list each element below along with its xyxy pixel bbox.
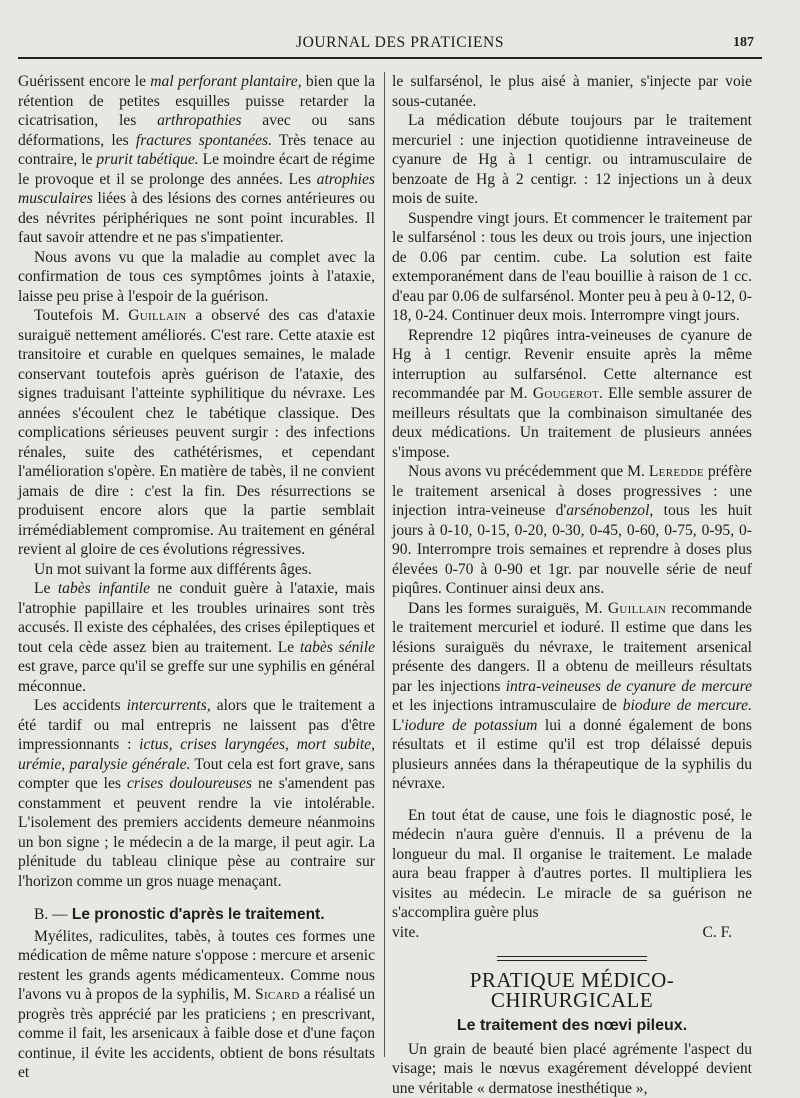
spacer bbox=[392, 794, 752, 806]
article-title: Le traitement des nœvi pileux. bbox=[392, 1016, 752, 1036]
author-name: Gougerot bbox=[533, 385, 599, 402]
author-name: Guillain bbox=[608, 600, 666, 617]
paragraph: Reprendre 12 piqûres intra-veineuses de cyanure de Hg à 1 centigr. Revenir ensuite après la même interruption au sulfarsénol. Cette alternance est recommandée par M. Gougerot. Elle semble assurer de meilleurs résultats que la combinaison simultanée des deux médications. Un traitement de plusieurs années s'impose. bbox=[392, 326, 752, 463]
paragraph: La médication débute toujours par le traitement mercuriel : une injection quotidienne intraveineuse de cyanure de Hg à 1 centigr. ou intramusculaire de benzoate de Hg à 2 centigr. : 12 injections un à deux mois de suite. bbox=[392, 111, 752, 209]
paragraph: Guérissent encore le mal perforant plantaire, bien que la rétention de petites esquilles puisse retarder la cicatrisation, les arthropathies avec ou sans déformations, les fractures spontanées. Très tenace au contraire, le prurit tabétique. Le moindre écart de régime le provoque et il se prolonge des années. Les atrophies musculaires liées à des lésions des cornes antérieures ou des névrites périphériques ne sont point incurables. Il faut savoir attendre et ne pas s'impatienter. bbox=[18, 72, 375, 248]
page-number: 187 bbox=[733, 35, 754, 51]
author-name: Leredde bbox=[649, 463, 704, 480]
paragraph: Les accidents intercurrents, alors que le traitement a été tardif ou mal entrepris ne laissent pas d'être impressionnants : ictus, crises laryngées, mort subite, urémie, paralysie générale. Tout cela est fort grave, sans compter que les crises douloureuses ne s'amendent pas constamment et peuvent rendre la vie intolérable. L'isolement des premiers accidents demeure néanmoins un bon signe ; le médecin a de la marge, il peut agir. La plénitude du tableau clinique pèse au contraire sur l'horizon comme un gros nuage menaçant. bbox=[18, 696, 375, 891]
paragraph: le sulfarsénol, le plus aisé à manier, s'injecte par voie sous-cutanée. bbox=[392, 72, 752, 111]
column-divider bbox=[384, 72, 385, 1057]
paragraph: Myélites, radiculites, tabès, à toutes ces formes une médication de même nature s'oppose : mercure et arsenic restent les grands agents médicamenteux. Comme nous l'avons vu à propos de la syphilis, M. Sicard a réalisé un progrès très apprécié par les praticiens ; en prescrivant, comme il fait, les arsenicaux à faible dose et d'une façon continue, il évite les accidents, obtient de bons résultats et bbox=[18, 927, 375, 1083]
paragraph: Nous avons vu précédemment que M. Leredde préfère le traitement arsenical à doses progressives : une injection intra-veineuse d'arsénobenzol, tous les huit jours à 0-10, 0-15, 0-20, 0-30, 0-45, 0-60, 0-75, 0-95, 0-90. Interrompre trois semaines et reprendre à doses plus élevées 0-70 à 0-90 et 1gr. par nouvelle série de neuf piqûres. Continuer ainsi deux ans. bbox=[392, 462, 752, 599]
paragraph: Suspendre vingt jours. Et commencer le traitement par le sulfarsénol : tous les deux ou trois jours, une injection de 0.06 par centim. cube. La solution est faite extemporanément dans de l'eau bouillie à raison de 1 cc. d'eau par 0.06 de sulfarsénol. Monter peu à peu à 0-12, 0-18, 0-24. Continuer deux mois. Interrompre vingt jours. bbox=[392, 209, 752, 326]
signature: C. F. bbox=[702, 923, 752, 943]
paragraph: Nous avons vu que la maladie au complet avec la confirmation de tous ces symptômes joints à l'ataxie, laisse peu prise à l'espoir de la guérison. bbox=[18, 248, 375, 307]
author-name: Sicard bbox=[255, 986, 300, 1003]
double-rule bbox=[497, 956, 647, 961]
paragraph: Dans les formes suraiguës, M. Guillain recommande le traitement mercuriel et ioduré. Il estime que dans les lésions suraiguës du névraxe, le traitement arsenical présente des dangers. Il a obtenu de meilleurs résultats par les injections intra-veineuses de cyanure de mercure et les injections intramusculaire de biodure de mercure. L'iodure de potassium lui a donné également de bons résultats et il estime qu'il est trop délaissé depuis plusieurs années dans la thérapeutique de la syphilis du névraxe. bbox=[392, 599, 752, 794]
journal-title: JOURNAL DES PRATICIENS bbox=[18, 34, 782, 52]
section-heading: B. — Le pronostic d'après le traitement. bbox=[18, 905, 375, 925]
left-column bbox=[18, 72, 375, 1083]
paragraph-end-with-signature: vite. C. F. bbox=[392, 923, 752, 943]
right-column bbox=[392, 72, 752, 1098]
paragraph: Un grain de beauté bien placé agrémente l'aspect du visage; mais le nœvus exagérement développé devient une véritable « dermatose inesthétique », bbox=[392, 1040, 752, 1098]
paragraph: Toutefois M. Guillain a observé des cas d'ataxie suraiguë nettement améliorés. C'est rare. Cette ataxie est transitoire et curable en quelques semaines, le malade conservant toutefois après guérison de l'ataxie, des signes traduisant l'atteinte syphilitique du névraxe. Les années s'écoulent chez le tabétique classique. Des complications sérieuses peuvent surgir : des infections rénales, suite des cathétérismes, et cependant l'amélioration s'opère. En matière de tabès, il ne convient jamais de dire : c'est la fin. Des résurrections se produisent encore alors que la partie semblait irrémédiablement compromise. Au traitement en général revient al gloire de ces évolutions régressives. bbox=[18, 306, 375, 560]
header-rule bbox=[18, 57, 762, 59]
rubric-heading: PRATIQUE MÉDICO-CHIRURGICALE bbox=[392, 971, 752, 1010]
paragraph: Un mot suivant la forme aux différents âges. bbox=[18, 560, 375, 580]
page-header bbox=[18, 28, 782, 60]
author-name: Guillain bbox=[128, 307, 186, 324]
paragraph: En tout état de cause, une fois le diagnostic posé, le médecin n'aura guère d'ennuis. Il a prévenu de la longueur du mal. Il organise le traitement. Le malade aura beau frapper à d'autres portes. Il multipliera les visites au médecin. Le miracle de sa guérison ne s'accomplira guère plus bbox=[392, 806, 752, 923]
paragraph: Le tabès infantile ne conduit guère à l'ataxie, mais l'atrophie papillaire et les troubles urinaires sont très accusés. Il existe des céphalées, des crises épileptiques et tout cela cède assez bien au traitement. Le tabès sénile est grave, parce qu'il se greffe sur une syphilis en général méconnue. bbox=[18, 579, 375, 696]
